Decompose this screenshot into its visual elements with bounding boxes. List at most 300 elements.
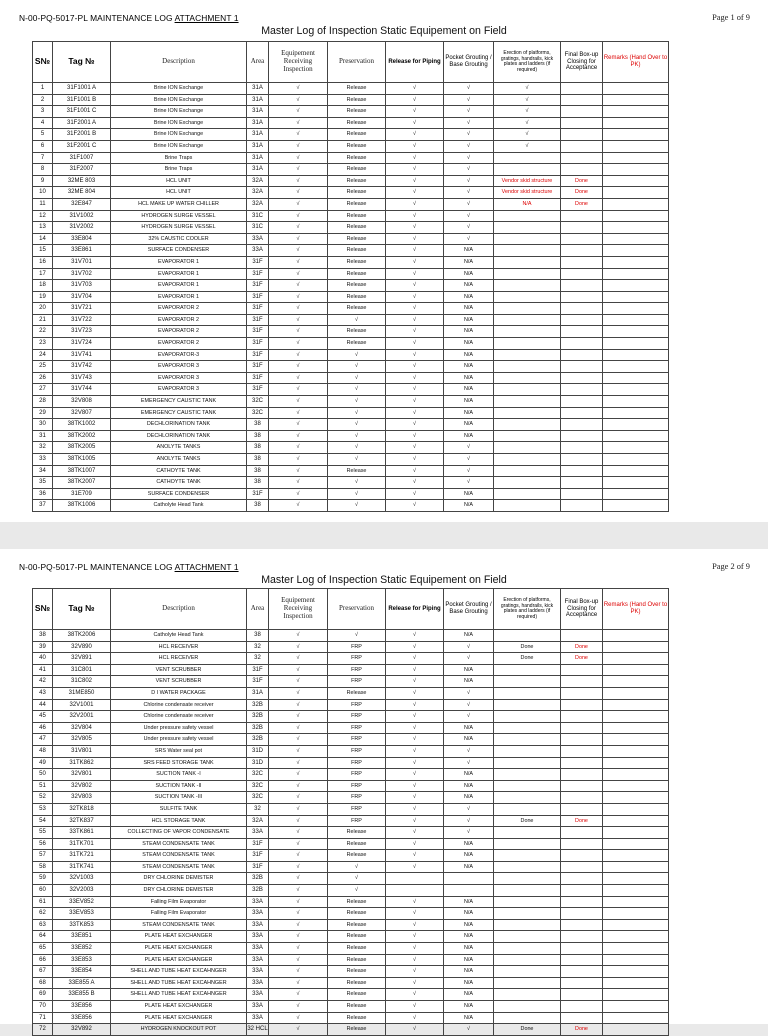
remarks-cell: [603, 896, 669, 908]
sno-cell: 14: [33, 233, 53, 245]
remarks-cell: [603, 326, 669, 338]
area-cell: 33A: [247, 943, 269, 955]
inspection-cell: √: [269, 699, 328, 711]
inspection-cell: √: [269, 349, 328, 361]
table-row: [33, 769, 669, 781]
remarks-cell: [603, 152, 669, 164]
final-boxup-cell: [561, 419, 603, 431]
col-erection-header: Erection of platforms, gratings, handrails, kick plates and ladders (if required): [494, 589, 561, 630]
erection-cell: [494, 989, 561, 1001]
grouting-cell: √: [444, 187, 494, 199]
grouting-cell: √: [444, 129, 494, 141]
sno-cell: 47: [33, 734, 53, 746]
preservation-cell: Release: [328, 83, 386, 95]
erection-cell: [494, 338, 561, 350]
sno-cell: 66: [33, 954, 53, 966]
table-row: [33, 268, 669, 280]
erection-cell: [494, 873, 561, 885]
table-row: [33, 1012, 669, 1024]
area-cell: 31F: [247, 314, 269, 326]
sno-cell: 55: [33, 827, 53, 839]
preservation-cell: Release: [328, 1001, 386, 1013]
release-cell: √: [386, 943, 444, 955]
final-boxup-cell: Done: [561, 653, 603, 665]
sno-cell: 71: [33, 1012, 53, 1024]
final-boxup-cell: [561, 861, 603, 873]
final-boxup-cell: [561, 233, 603, 245]
col-sno-header: S№: [33, 42, 53, 83]
grouting-cell: √: [444, 1024, 494, 1036]
preservation-cell: Release: [328, 117, 386, 129]
erection-cell: [494, 477, 561, 489]
remarks-cell: [603, 722, 669, 734]
final-boxup-cell: [561, 850, 603, 862]
tag-cell: 32ME 804: [53, 187, 111, 199]
col-area-header: Area: [247, 589, 269, 630]
final-boxup-cell: [561, 303, 603, 315]
grouting-cell: N/A: [444, 1001, 494, 1013]
page-number: Page 2 of 9: [712, 562, 750, 571]
col-remarks-header: Remarks (Hand Over to PK): [603, 42, 669, 83]
remarks-cell: [603, 908, 669, 920]
final-boxup-cell: [561, 442, 603, 454]
preservation-cell: √: [328, 873, 386, 885]
preservation-cell: Release: [328, 94, 386, 106]
document-code: N-00-PQ-5017-PL MAINTENANCE LOG ATTACHMENT 1: [19, 13, 239, 23]
erection-cell: [494, 769, 561, 781]
table-row: [33, 256, 669, 268]
sno-cell: 2: [33, 94, 53, 106]
table-row: [33, 454, 669, 466]
erection-cell: [494, 442, 561, 454]
final-boxup-cell: [561, 931, 603, 943]
preservation-cell: Release: [328, 465, 386, 477]
erection-cell: [494, 838, 561, 850]
preservation-cell: Release: [328, 850, 386, 862]
grouting-cell: √: [444, 210, 494, 222]
inspection-cell: √: [269, 664, 328, 676]
release-cell: √: [386, 815, 444, 827]
erection-cell: [494, 792, 561, 804]
release-cell: √: [386, 442, 444, 454]
description-cell: VENT SCRUBBER: [111, 664, 247, 676]
release-cell: √: [386, 117, 444, 129]
remarks-cell: [603, 477, 669, 489]
area-cell: 31C: [247, 222, 269, 234]
erection-cell: [494, 885, 561, 897]
area-cell: 38: [247, 477, 269, 489]
final-boxup-cell: [561, 792, 603, 804]
sno-cell: 11: [33, 198, 53, 210]
sno-cell: 67: [33, 966, 53, 978]
final-boxup-cell: [561, 919, 603, 931]
inspection-cell: √: [269, 303, 328, 315]
table-row: [33, 187, 669, 199]
remarks-cell: [603, 140, 669, 152]
release-cell: √: [386, 769, 444, 781]
inspection-cell: √: [269, 838, 328, 850]
tag-cell: 33E854: [53, 966, 111, 978]
area-cell: 31A: [247, 106, 269, 118]
release-cell: √: [386, 722, 444, 734]
description-cell: EMERGENCY CAUSTIC TANK: [111, 407, 247, 419]
area-cell: 31F: [247, 664, 269, 676]
area-cell: 31A: [247, 152, 269, 164]
area-cell: 32B: [247, 711, 269, 723]
sno-cell: 48: [33, 745, 53, 757]
inspection-cell: √: [269, 827, 328, 839]
grouting-cell: √: [444, 803, 494, 815]
preservation-cell: Release: [328, 280, 386, 292]
preservation-cell: FRP: [328, 792, 386, 804]
final-boxup-cell: [561, 722, 603, 734]
release-cell: √: [386, 919, 444, 931]
description-cell: ANOLYTE TANKS: [111, 442, 247, 454]
area-cell: 32C: [247, 769, 269, 781]
release-cell: √: [386, 152, 444, 164]
erection-cell: [494, 1012, 561, 1024]
erection-cell: √: [494, 140, 561, 152]
inspection-cell: √: [269, 291, 328, 303]
table-row: [33, 885, 669, 897]
erection-cell: [494, 1001, 561, 1013]
grouting-cell: √: [444, 152, 494, 164]
erection-cell: N/A: [494, 198, 561, 210]
remarks-cell: [603, 349, 669, 361]
sno-cell: 46: [33, 722, 53, 734]
release-cell: √: [386, 1012, 444, 1024]
remarks-cell: [603, 977, 669, 989]
tag-cell: 31V742: [53, 361, 111, 373]
preservation-cell: √: [328, 419, 386, 431]
attachment-link[interactable]: ATTACHMENT 1: [174, 13, 239, 23]
release-cell: √: [386, 326, 444, 338]
preservation-cell: FRP: [328, 676, 386, 688]
erection-cell: [494, 908, 561, 920]
preservation-cell: √: [328, 630, 386, 642]
erection-cell: [494, 396, 561, 408]
tag-cell: 31V801: [53, 745, 111, 757]
inspection-cell: √: [269, 117, 328, 129]
remarks-cell: [603, 164, 669, 176]
description-cell: SUCTION TANK -II: [111, 780, 247, 792]
release-cell: √: [386, 734, 444, 746]
sno-cell: 27: [33, 384, 53, 396]
inspection-cell: √: [269, 83, 328, 95]
grouting-cell: N/A: [444, 419, 494, 431]
table-row: [33, 83, 669, 95]
area-cell: 31C: [247, 210, 269, 222]
release-cell: √: [386, 954, 444, 966]
remarks-cell: [603, 83, 669, 95]
table-body: [33, 83, 669, 512]
description-cell: EVAPORATOR 2: [111, 314, 247, 326]
grouting-cell: √: [444, 827, 494, 839]
table-body: [33, 630, 669, 1036]
remarks-cell: [603, 954, 669, 966]
final-boxup-cell: [561, 291, 603, 303]
preservation-cell: FRP: [328, 803, 386, 815]
description-cell: EVAPORATOR 2: [111, 303, 247, 315]
erection-cell: [494, 919, 561, 931]
inspection-cell: √: [269, 850, 328, 862]
release-cell: √: [386, 83, 444, 95]
release-cell: √: [386, 106, 444, 118]
inspection-cell: √: [269, 722, 328, 734]
table-row: [33, 850, 669, 862]
final-boxup-cell: [561, 664, 603, 676]
final-boxup-cell: [561, 1012, 603, 1024]
col-pocket-grouting-header: Pocket Grouting / Base Grouting: [444, 589, 494, 630]
erection-cell: [494, 699, 561, 711]
erection-cell: [494, 850, 561, 862]
tag-cell: 38TK2005: [53, 442, 111, 454]
release-cell: √: [386, 280, 444, 292]
page-title: Master Log of Inspection Static Equipement on Field: [261, 25, 507, 37]
grouting-cell: N/A: [444, 361, 494, 373]
description-cell: SURFACE CONDENSER: [111, 245, 247, 257]
final-boxup-cell: [561, 117, 603, 129]
erection-cell: [494, 291, 561, 303]
tag-cell: 32V2003: [53, 885, 111, 897]
tag-cell: 31V723: [53, 326, 111, 338]
description-cell: HCL RECEIVER: [111, 641, 247, 653]
erection-cell: [494, 722, 561, 734]
tag-cell: 33E856: [53, 1012, 111, 1024]
area-cell: 31F: [247, 280, 269, 292]
inspection-cell: √: [269, 314, 328, 326]
inspection-cell: √: [269, 769, 328, 781]
description-cell: Brine Traps: [111, 152, 247, 164]
release-cell: √: [386, 838, 444, 850]
final-boxup-cell: [561, 465, 603, 477]
erection-cell: [494, 419, 561, 431]
table-row: [33, 210, 669, 222]
release-cell: √: [386, 664, 444, 676]
release-cell: √: [386, 164, 444, 176]
preservation-cell: Release: [328, 222, 386, 234]
tag-cell: 33E853: [53, 954, 111, 966]
remarks-cell: [603, 641, 669, 653]
table-header-row: [33, 42, 669, 83]
remarks-cell: [603, 815, 669, 827]
area-cell: 31F: [247, 861, 269, 873]
table-row: [33, 896, 669, 908]
preservation-cell: Release: [328, 896, 386, 908]
description-cell: HCL UNIT: [111, 187, 247, 199]
inspection-cell: √: [269, 919, 328, 931]
table-row: [33, 676, 669, 688]
inspection-cell: √: [269, 407, 328, 419]
area-cell: 38: [247, 442, 269, 454]
description-cell: HCL STORAGE TANK: [111, 815, 247, 827]
final-boxup-cell: Done: [561, 187, 603, 199]
description-cell: HYDROGEN SURGE VESSEL: [111, 210, 247, 222]
preservation-cell: Release: [328, 268, 386, 280]
grouting-cell: N/A: [444, 488, 494, 500]
sno-cell: 12: [33, 210, 53, 222]
tag-cell: 31V2002: [53, 222, 111, 234]
erection-cell: [494, 222, 561, 234]
tag-cell: 33EV853: [53, 908, 111, 920]
final-boxup-cell: [561, 711, 603, 723]
final-boxup-cell: [561, 268, 603, 280]
grouting-cell: √: [444, 757, 494, 769]
area-cell: 32 HCL: [247, 1024, 269, 1036]
erection-cell: [494, 465, 561, 477]
description-cell: HYDROGEN KNOCKOUT POT: [111, 1024, 247, 1036]
inspection-cell: √: [269, 465, 328, 477]
grouting-cell: √: [444, 687, 494, 699]
remarks-cell: [603, 210, 669, 222]
table-row: [33, 954, 669, 966]
release-cell: √: [386, 175, 444, 187]
erection-cell: [494, 977, 561, 989]
final-boxup-cell: [561, 94, 603, 106]
erection-cell: [494, 757, 561, 769]
release-cell: √: [386, 908, 444, 920]
sno-cell: 43: [33, 687, 53, 699]
table-row: [33, 164, 669, 176]
preservation-cell: Release: [328, 256, 386, 268]
attachment-link[interactable]: ATTACHMENT 1: [174, 562, 239, 572]
area-cell: 32B: [247, 873, 269, 885]
preservation-cell: Release: [328, 931, 386, 943]
final-boxup-cell: [561, 314, 603, 326]
remarks-cell: [603, 187, 669, 199]
preservation-cell: Release: [328, 129, 386, 141]
preservation-cell: Release: [328, 943, 386, 955]
grouting-cell: N/A: [444, 630, 494, 642]
inspection-cell: √: [269, 1001, 328, 1013]
sno-cell: 40: [33, 653, 53, 665]
sno-cell: 7: [33, 152, 53, 164]
table-row: [33, 908, 669, 920]
tag-cell: 32V891: [53, 653, 111, 665]
remarks-cell: [603, 687, 669, 699]
area-cell: 33A: [247, 827, 269, 839]
table-row: [33, 488, 669, 500]
description-cell: CATHOYTE TANK: [111, 465, 247, 477]
preservation-cell: Release: [328, 187, 386, 199]
inspection-cell: √: [269, 361, 328, 373]
remarks-cell: [603, 430, 669, 442]
grouting-cell: [444, 885, 494, 897]
release-cell: √: [386, 430, 444, 442]
remarks-cell: [603, 233, 669, 245]
table-row: [33, 222, 669, 234]
erection-cell: [494, 384, 561, 396]
preservation-cell: FRP: [328, 769, 386, 781]
release-cell: √: [386, 140, 444, 152]
release-cell: √: [386, 896, 444, 908]
erection-cell: Vendor skid structure: [494, 187, 561, 199]
inspection-cell: √: [269, 280, 328, 292]
description-cell: SHELL AND TUBE HEAT EXCAHNGER: [111, 989, 247, 1001]
release-cell: √: [386, 676, 444, 688]
description-cell: PLATE HEAT EXCHANGER: [111, 931, 247, 943]
final-boxup-cell: [561, 222, 603, 234]
release-cell: √: [386, 803, 444, 815]
grouting-cell: N/A: [444, 384, 494, 396]
area-cell: 32B: [247, 722, 269, 734]
erection-cell: √: [494, 129, 561, 141]
sno-cell: 69: [33, 989, 53, 1001]
area-cell: 31F: [247, 291, 269, 303]
inspection-cell: √: [269, 198, 328, 210]
inspection-cell: √: [269, 815, 328, 827]
sno-cell: 10: [33, 187, 53, 199]
preservation-cell: Release: [328, 908, 386, 920]
final-boxup-cell: [561, 280, 603, 292]
inspection-cell: √: [269, 954, 328, 966]
area-cell: 32A: [247, 187, 269, 199]
inspection-cell: √: [269, 641, 328, 653]
page-title: Master Log of Inspection Static Equipement on Field: [261, 574, 507, 586]
description-cell: EVAPORATOR 1: [111, 280, 247, 292]
inspection-cell: √: [269, 454, 328, 466]
preservation-cell: Release: [328, 164, 386, 176]
remarks-cell: [603, 734, 669, 746]
inspection-cell: √: [269, 757, 328, 769]
release-cell: √: [386, 384, 444, 396]
table-row: [33, 152, 669, 164]
grouting-cell: N/A: [444, 245, 494, 257]
preservation-cell: Release: [328, 687, 386, 699]
final-boxup-cell: [561, 454, 603, 466]
tag-cell: 33E856: [53, 1001, 111, 1013]
inspection-cell: √: [269, 233, 328, 245]
area-cell: 31F: [247, 838, 269, 850]
sno-cell: 29: [33, 407, 53, 419]
preservation-cell: FRP: [328, 780, 386, 792]
inspection-cell: √: [269, 803, 328, 815]
grouting-cell: N/A: [444, 326, 494, 338]
inspection-cell: √: [269, 630, 328, 642]
remarks-cell: [603, 117, 669, 129]
area-cell: 32A: [247, 815, 269, 827]
description-cell: EVAPORATOR 1: [111, 256, 247, 268]
sno-cell: 64: [33, 931, 53, 943]
sno-cell: 41: [33, 664, 53, 676]
area-cell: 31F: [247, 488, 269, 500]
sno-cell: 20: [33, 303, 53, 315]
erection-cell: [494, 256, 561, 268]
erection-cell: [494, 803, 561, 815]
grouting-cell: N/A: [444, 792, 494, 804]
table-row: [33, 966, 669, 978]
erection-cell: [494, 210, 561, 222]
table-row: [33, 711, 669, 723]
sno-cell: 19: [33, 291, 53, 303]
remarks-cell: [603, 1001, 669, 1013]
area-cell: 33A: [247, 989, 269, 1001]
table-row: [33, 245, 669, 257]
description-cell: Brine ION Exchange: [111, 106, 247, 118]
tag-cell: 31V724: [53, 338, 111, 350]
preservation-cell: Release: [328, 954, 386, 966]
preservation-cell: Release: [328, 326, 386, 338]
inspection-cell: √: [269, 745, 328, 757]
description-cell: CATHOYTE TANK: [111, 477, 247, 489]
remarks-cell: [603, 419, 669, 431]
preservation-cell: Release: [328, 919, 386, 931]
tag-cell: 32V803: [53, 792, 111, 804]
preservation-cell: FRP: [328, 722, 386, 734]
description-cell: Under pressure safety vessel: [111, 734, 247, 746]
release-cell: √: [386, 745, 444, 757]
remarks-cell: [603, 711, 669, 723]
